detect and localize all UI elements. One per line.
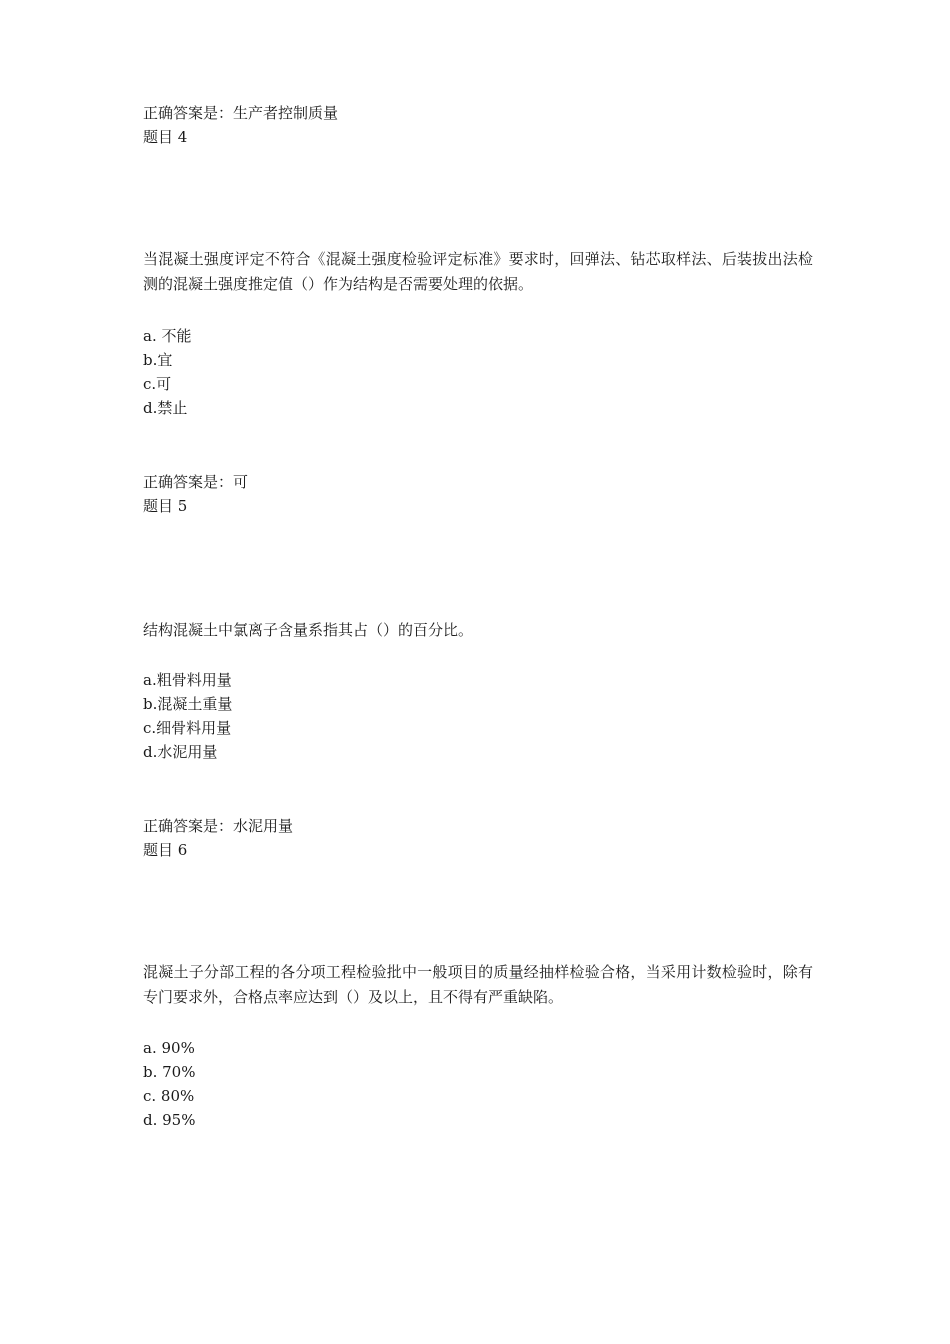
option-d: d.禁止 [143, 399, 188, 417]
option-a: a. 90% [143, 1039, 195, 1057]
option-c: c.细骨料用量 [143, 719, 232, 737]
question-title: 题目 4 [143, 128, 188, 146]
correct-answer: 正确答案是：水泥用量 [143, 817, 294, 835]
option-a: a. 不能 [143, 327, 192, 345]
question-text: 当混凝土强度评定不符合《混凝土强度检验评定标准》要求时，回弹法、钻芯取样法、后装拔出法检测的混凝土强度推定值（）作为结构是否需要处理的依据。 [143, 250, 813, 293]
option-b: b.混凝土重量 [143, 695, 233, 713]
option-a: a.粗骨料用量 [143, 671, 232, 689]
option-c: c. 80% [143, 1087, 195, 1105]
option-b: b. 70% [143, 1063, 196, 1081]
correct-answer: 正确答案是：生产者控制质量 [143, 104, 339, 122]
option-d: d. 95% [143, 1111, 196, 1129]
question-title: 题目 5 [143, 497, 188, 515]
correct-answer: 正确答案是：可 [143, 473, 249, 491]
option-d: d.水泥用量 [143, 743, 218, 761]
option-c: c.可 [143, 375, 172, 393]
option-b: b.宜 [143, 351, 173, 369]
question-text: 混凝土子分部工程的各分项工程检验批中一般项目的质量经抽样检验合格，当采用计数检验时，除有专门要求外，合格点率应达到（）及以上，且不得有严重缺陷。 [143, 963, 813, 1006]
question-title: 题目 6 [143, 841, 188, 859]
question-text: 结构混凝土中氯离子含量系指其占（）的百分比。 [143, 621, 474, 639]
